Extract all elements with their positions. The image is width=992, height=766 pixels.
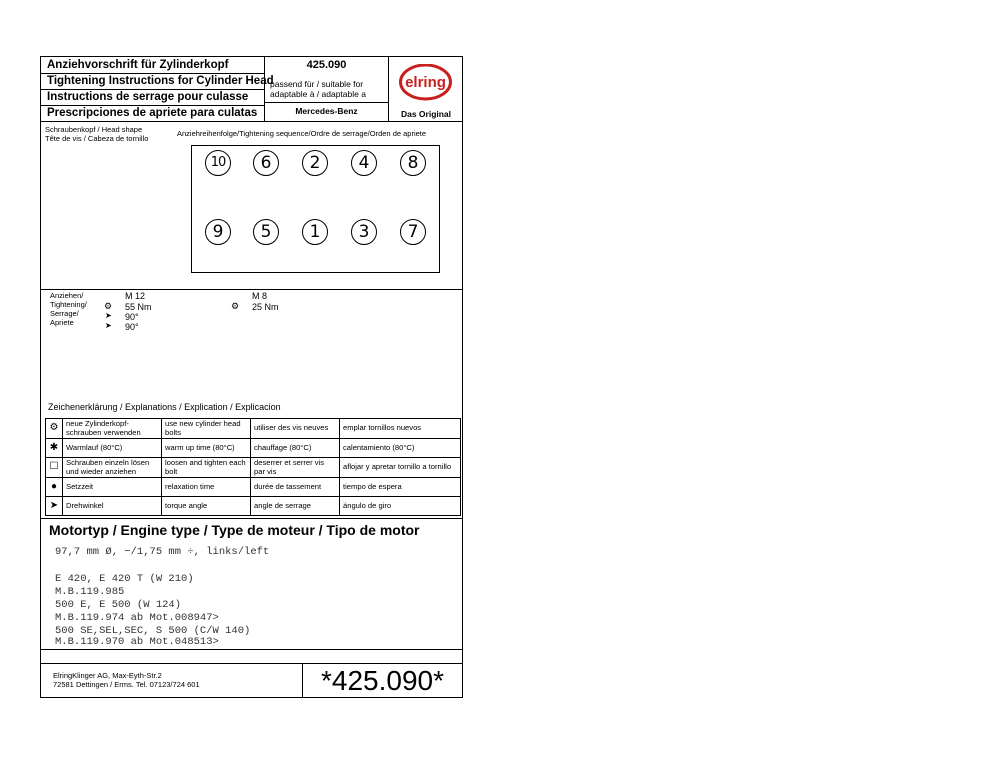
m12-step-2: 90° [125,312,139,322]
m12-step-1: 55 Nm [125,302,152,312]
sequence-bolt-2: 2 [302,150,328,176]
legend-cell-fr: durée de tassement [251,478,340,497]
engine-line: E 420, E 420 T (W 210) [55,573,194,585]
legend-cell-de: Setzzeit [63,478,162,497]
title-en: Tightening Instructions for Cylinder Head [47,75,274,87]
title-es: Prescripciones de apriete para culatas [47,107,258,119]
footer-address-1: ElringKlinger AG, Max-Eyth-Str.2 [53,671,162,680]
arrow-icon: ➤ [105,311,112,320]
footer-address-2: 72581 Dettingen / Erms. Tel. 07123/724 601 [53,680,200,689]
arrow-icon: ➤ [105,321,112,330]
arrow-icon: ➤ [46,497,63,516]
sequence-bolt-3: 3 [351,219,377,245]
sequence-bolt-6: 6 [253,150,279,176]
tightening-label-de: Anziehen/ [50,291,84,300]
section-divider [41,518,463,519]
gear-icon: ⚙ [231,301,240,311]
engine-line: 500 SE,SEL,SEC, S 500 (C/W 140) [55,625,251,637]
legend-cell-fr: angle de serrage [251,497,340,516]
header-vertical-line [388,56,389,121]
legend-cell-fr: chauffage (80°C) [251,439,340,458]
logo-tagline: Das Original [400,109,452,119]
asterisk-icon: ✱ [46,439,63,458]
square-icon: ☐ [46,458,63,478]
suitable-for-line-2: adaptable à / adaptable a [270,89,366,99]
legend-cell-de: Drehwinkel [63,497,162,516]
title-de: Anziehvorschrift für Zylinderkopf [47,59,229,71]
head-shape-label: Schraubenkopf / Head shape [45,125,143,134]
part-number: 425.090 [306,59,347,71]
sequence-label: Anziehreihenfolge/Tightening sequence/Ordre de serrage/Orden de apriete [177,129,427,138]
legend-cell-en: warm up time (80°C) [162,439,251,458]
engine-spec: 97,7 mm Ø, −/1,75 mm ÷, links/left [55,546,270,558]
engine-line: M.B.119.974 ab Mot.008947> [55,612,219,624]
legend-cell-en: torque angle [162,497,251,516]
legend-row [46,478,461,497]
legend-cell-en: use new cylinder head bolts [162,419,251,439]
vehicle-make: Mercedes-Benz [295,106,358,116]
m12-step-3: 90° [125,322,139,332]
legend-cell-de: Warmlauf (80°C) [63,439,162,458]
suitable-for-line-1: passend für / suitable for [270,79,364,89]
engine-heading: Motortyp / Engine type / Type de moteur / Tipo de motor [49,522,420,538]
dot-icon: ● [46,478,63,497]
legend-title: Zeichenerklärung / Explanations / Explication / Explicacion [48,402,281,412]
tightening-label-es: Apriete [50,318,74,327]
m8-step-1: 25 Nm [252,302,279,312]
engine-line: 500 E, E 500 (W 124) [55,599,182,611]
sequence-bolt-5: 5 [253,219,279,245]
header-divider [264,102,388,103]
legend-cell-es: aflojar y apretar tornillo a tornillo [340,458,461,478]
sequence-bolt-4: 4 [351,150,377,176]
sequence-bolt-8: 8 [400,150,426,176]
legend-cell-de: Schrauben einzeln lösen und wieder anziehen [63,458,162,478]
tightening-label-fr: Serrage/ [50,309,79,318]
legend-row [46,439,461,458]
gear-icon: ⚙ [104,301,113,311]
logo-text: elring [405,74,446,91]
head-shape-label-2: Tête de vis / Cabeza de tornillo [45,134,149,143]
legend-cell-en: loosen and tighten each bolt [162,458,251,478]
m8-heading: M 8 [252,291,268,301]
legend-cell-es: tiempo de espera [340,478,461,497]
title-fr: Instructions de serrage pour culasse [47,91,249,103]
elring-logo-graphic [398,64,453,104]
engine-line: M.B.119.970 ab Mot.048513> [55,636,219,648]
legend-cell-es: calentamiento (80°C) [340,439,461,458]
section-divider [41,289,463,290]
gear-icon: ⚙ [46,419,63,439]
engine-line: M.B.119.985 [55,586,125,598]
legend-cell-fr: deserrer et serrer vis par vis [251,458,340,478]
sequence-bolt-9: 9 [205,219,231,245]
sequence-bolt-7: 7 [400,219,426,245]
legend-cell-es: emplar tornillos nuevos [340,419,461,439]
legend-cell-en: relaxation time [162,478,251,497]
sequence-bolt-1: 1 [302,219,328,245]
section-divider [41,649,463,650]
legend-cell-de: neue Zylinderkopf-schrauben verwenden [63,419,162,439]
legend-cell-es: ángulo de giro [340,497,461,516]
m12-heading: M 12 [125,291,146,301]
legend-row [46,419,461,439]
legend-cell-fr: utiliser des vis neuves [251,419,340,439]
sequence-bolt-10: 10 [205,150,231,176]
elring-logo [398,64,453,104]
legend-row [46,497,461,516]
tightening-label-en: Tightening/ [50,300,87,309]
legend-table [45,418,461,516]
barcode-text: *425.090* [320,665,444,696]
legend-row [46,458,461,478]
